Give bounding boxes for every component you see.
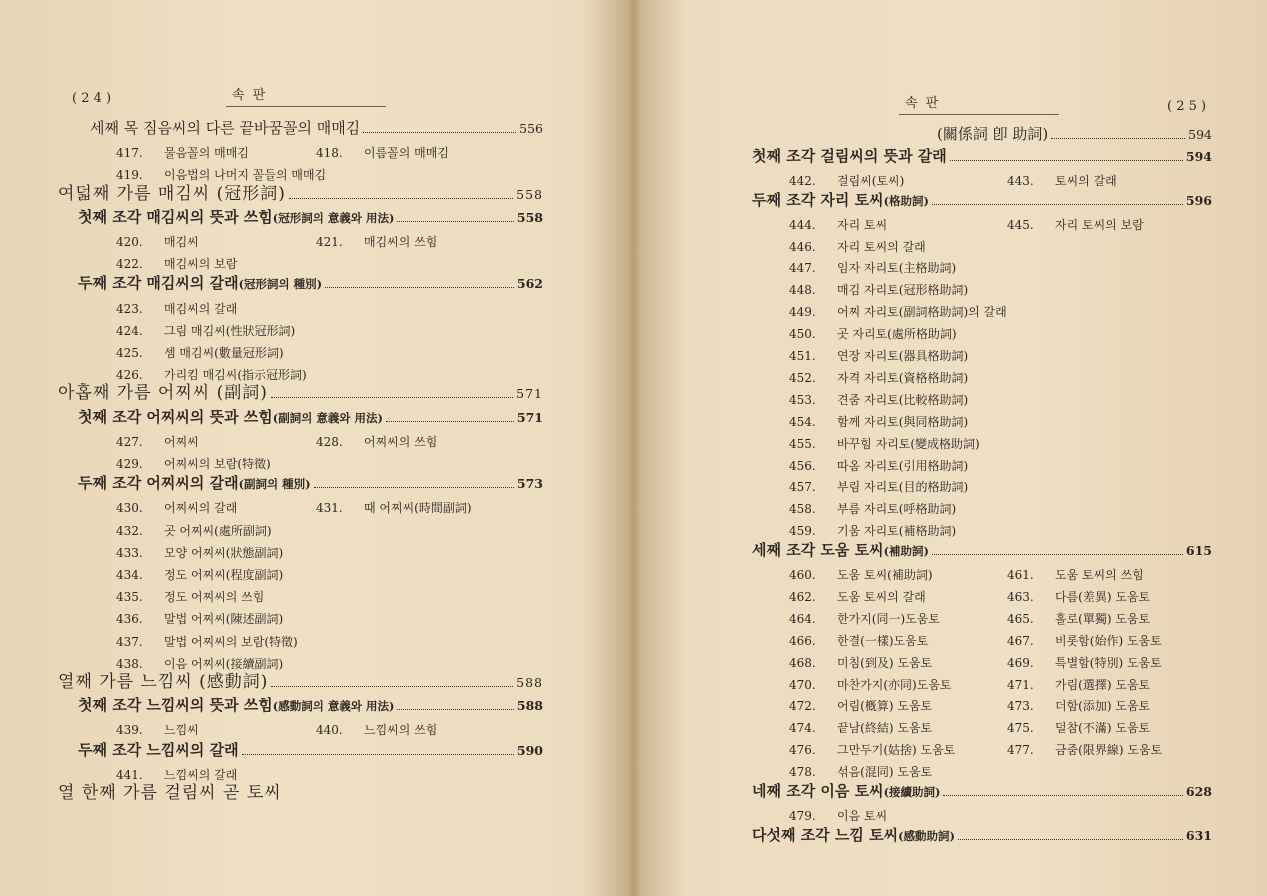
heading-label: 네째 조각 이음 토씨 <box>752 782 884 800</box>
leader-dots <box>958 839 1183 840</box>
item-title: 금줌(限界線) 도움토 <box>1055 743 1163 758</box>
toc-item[interactable] <box>116 721 199 738</box>
section-heading[interactable] <box>78 698 543 714</box>
item-number: 429. <box>116 457 143 471</box>
toc-item[interactable] <box>116 544 283 561</box>
toc-item[interactable] <box>789 763 932 780</box>
heading-hanja: (接續助詞) <box>883 785 941 799</box>
heading-hanja: (副詞의 意義와 用法) <box>272 410 383 425</box>
toc-item[interactable] <box>316 433 437 450</box>
item-title: 때 어찌씨(時間副詞) <box>364 501 472 516</box>
toc-item[interactable] <box>789 369 968 386</box>
toc-item[interactable] <box>1007 719 1150 736</box>
item-title: 말법 어찌씨(陳述副詞) <box>164 612 284 627</box>
toc-item[interactable] <box>789 610 940 627</box>
item-number: 456. <box>789 458 816 473</box>
heading-label: 두째 조각 자리 토씨 <box>752 190 884 209</box>
item-number: 431. <box>316 501 343 516</box>
item-number: 466. <box>789 633 816 648</box>
heading-label: 여덟째 가름 매김씨 (冠形詞) <box>58 183 286 204</box>
item-number: 452. <box>789 370 816 385</box>
item-title: 한결(一樣)도움토 <box>837 633 929 648</box>
item-number: 430. <box>116 501 143 516</box>
item-title: 매김씨 <box>164 235 199 249</box>
item-number: 447. <box>789 261 816 276</box>
item-number: 446. <box>789 239 816 254</box>
item-number: 467. <box>1007 633 1034 648</box>
toc-item[interactable] <box>116 633 298 650</box>
item-title: 덜참(不滿) 도움토 <box>1055 721 1151 736</box>
item-title: 가림(選擇) 도움토 <box>1055 677 1151 692</box>
leader-dots <box>932 204 1183 205</box>
toc-item[interactable] <box>116 366 307 383</box>
item-title: 부림 자리토(目的格助詞) <box>837 480 969 495</box>
item-title: 느낌씨 <box>164 723 199 738</box>
toc-item[interactable] <box>789 719 932 736</box>
item-number: 468. <box>789 655 816 670</box>
item-title: 견줌 자리토(比較格助詞) <box>837 392 969 407</box>
page-ref: 556 <box>519 121 543 136</box>
item-title: 함께 자리토(與同格助詞) <box>837 414 969 429</box>
item-title: 곳 자리토(處所格助詞) <box>837 327 957 342</box>
toc-item[interactable] <box>116 499 237 516</box>
item-number: 475. <box>1007 721 1034 736</box>
toc-item[interactable] <box>789 807 887 824</box>
leader-dots <box>271 686 513 687</box>
toc-item[interactable] <box>789 676 952 693</box>
toc-item[interactable] <box>789 588 926 605</box>
item-title: 매김씨의 갈래 <box>164 301 238 316</box>
heading-label: 두째 조각 어찌씨의 갈래 <box>78 474 239 493</box>
section-heading[interactable] <box>90 121 543 137</box>
leader-dots <box>363 132 516 133</box>
section-heading[interactable] <box>937 127 1212 143</box>
item-number: 471. <box>1007 677 1034 692</box>
heading-label: 열째 가름 느낌씨 (感動詞) <box>58 672 269 692</box>
item-number: 437. <box>116 634 143 649</box>
item-number: 433. <box>116 545 143 560</box>
heading-label: 첫째 조각 매김씨의 뜻과 쓰힘 <box>78 207 273 226</box>
page-ref: 571 <box>516 409 543 425</box>
item-title: 정도 어찌씨(程度副詞) <box>164 568 284 582</box>
toc-item[interactable] <box>116 588 264 605</box>
part-heading[interactable] <box>58 183 543 204</box>
heading-hanja: (感動助詞) <box>898 828 955 843</box>
item-number: 474. <box>789 721 816 736</box>
item-title: 섞음(混同) 도움토 <box>837 765 933 780</box>
item-title: 끝남(終結) 도움토 <box>837 721 933 736</box>
item-title: 말법 어찌씨의 보람(特徵) <box>164 634 298 649</box>
toc-item[interactable] <box>789 457 968 474</box>
item-title: 물음꼴의 매매김 <box>164 146 249 161</box>
right-page <box>637 0 1267 896</box>
item-number: 441. <box>116 767 143 782</box>
item-number: 454. <box>789 414 816 429</box>
item-title: 자리 토씨의 갈래 <box>837 239 926 254</box>
item-number: 435. <box>116 590 143 605</box>
item-title: 느낌씨의 갈래 <box>164 767 238 782</box>
part-heading[interactable] <box>58 385 543 402</box>
toc-item[interactable] <box>316 721 437 738</box>
toc-item[interactable] <box>116 233 199 250</box>
toc-item[interactable] <box>1007 676 1150 693</box>
toc-item[interactable] <box>116 455 271 472</box>
item-title: 곳 어찌씨(處所副詞) <box>164 523 272 538</box>
item-number: 440. <box>316 723 343 738</box>
item-title: 다름(差異) 도움토 <box>1055 589 1151 604</box>
leader-dots <box>289 198 513 199</box>
toc-item[interactable] <box>316 499 472 516</box>
heading-hanja: (感動詞의 意義와 用法) <box>272 699 395 714</box>
page-ref: 558 <box>516 186 543 202</box>
toc-item[interactable] <box>789 632 928 649</box>
item-title: 어림(槪算) 도움토 <box>837 699 933 714</box>
item-number: 426. <box>116 368 143 383</box>
item-title: 어찌씨 <box>164 434 199 449</box>
item-number: 449. <box>789 305 816 320</box>
item-title: 매김씨의 쓰힘 <box>364 235 438 249</box>
section-heading[interactable] <box>78 276 543 292</box>
item-number: 458. <box>789 502 816 517</box>
page-ref: 588 <box>516 698 543 714</box>
toc-item[interactable] <box>789 435 980 452</box>
toc-item[interactable] <box>1007 610 1150 627</box>
item-number: 443. <box>1007 173 1034 188</box>
toc-item[interactable] <box>116 322 295 339</box>
toc-item[interactable] <box>789 216 887 233</box>
heading-label: 두째 조각 느낌씨의 갈래 <box>78 740 239 759</box>
item-number: 477. <box>1007 743 1034 758</box>
item-number: 428. <box>316 434 343 449</box>
item-number: 432. <box>116 523 143 538</box>
toc-item[interactable] <box>789 741 955 758</box>
toc-item[interactable] <box>789 697 932 714</box>
item-number: 425. <box>116 346 143 360</box>
toc-item[interactable] <box>116 300 237 317</box>
left-page <box>0 0 630 896</box>
section-heading[interactable] <box>752 784 1212 800</box>
item-number: 448. <box>789 283 816 298</box>
heading-label: 첫째 조각 걸림씨의 뜻과 갈래 <box>752 146 947 165</box>
toc-item[interactable] <box>116 610 283 627</box>
item-number: 464. <box>789 611 816 626</box>
item-number: 445. <box>1007 217 1034 232</box>
item-number: 427. <box>116 434 143 449</box>
item-number: 460. <box>789 568 816 582</box>
header-rule <box>226 106 386 107</box>
leader-dots <box>950 160 1183 161</box>
leader-dots <box>314 487 514 488</box>
toc-item[interactable] <box>116 566 283 583</box>
section-heading[interactable] <box>78 740 543 759</box>
item-number: 478. <box>789 765 816 780</box>
page-ref: 596 <box>1185 192 1212 208</box>
heading-label: 세째 목 짐음씨의 다른 끝바꿈꼴의 매매김 <box>90 119 361 137</box>
item-title: 이음 어찌씨(接續副詞) <box>164 656 284 671</box>
item-number: 455. <box>789 436 816 451</box>
toc-item[interactable] <box>1007 172 1117 189</box>
page-ref: 562 <box>516 276 543 292</box>
item-number: 479. <box>789 808 816 823</box>
toc-item[interactable] <box>116 166 326 183</box>
toc-item[interactable] <box>789 500 956 517</box>
page-ref: 594 <box>1185 148 1212 164</box>
toc-item[interactable] <box>789 566 933 583</box>
page-number: ( 2 5 ) <box>1167 99 1207 114</box>
toc-item[interactable] <box>1007 566 1144 583</box>
toc-item[interactable] <box>116 433 199 450</box>
item-title: 어찌씨의 갈래 <box>164 501 238 516</box>
page-ref: 558 <box>516 209 543 225</box>
toc-item[interactable] <box>789 281 968 298</box>
toc-item[interactable] <box>789 413 968 430</box>
item-title: 더함(添加) 도움토 <box>1055 699 1151 714</box>
page-number: ( 2 4 ) <box>72 91 112 106</box>
item-title: 자리 토씨 <box>837 217 888 232</box>
leader-dots <box>242 754 514 755</box>
toc-item[interactable] <box>789 325 957 342</box>
section-heading[interactable] <box>78 407 543 426</box>
page-ref: 615 <box>1185 543 1212 559</box>
item-title: 그림 매김씨(性狀冠形詞) <box>164 323 296 338</box>
leader-dots <box>271 397 513 398</box>
page-ref: 628 <box>1185 784 1212 799</box>
item-number: 419. <box>116 168 143 183</box>
toc-item[interactable] <box>316 233 437 250</box>
toc-item[interactable] <box>116 255 237 272</box>
section-heading[interactable] <box>752 825 1212 844</box>
toc-item[interactable] <box>789 172 904 189</box>
page-ref: 631 <box>1185 827 1212 843</box>
item-number: 424. <box>116 323 143 338</box>
running-title: 속 판 <box>905 96 941 111</box>
toc-item[interactable] <box>789 238 926 255</box>
leader-dots <box>1051 138 1185 139</box>
toc-item[interactable] <box>789 522 956 539</box>
heading-label: 세째 조각 도움 토씨 <box>752 541 884 560</box>
item-title: 미침(到及) 도움토 <box>837 655 933 670</box>
item-title: 기움 자리토(補格助詞) <box>837 524 957 539</box>
section-heading[interactable] <box>78 476 543 492</box>
item-number: 461. <box>1007 568 1034 582</box>
item-title: 연장 자리토(器具格助詞) <box>837 349 969 363</box>
item-number: 421. <box>316 235 343 249</box>
item-number: 465. <box>1007 611 1034 626</box>
toc-item[interactable] <box>1007 654 1162 671</box>
item-number: 444. <box>789 217 816 232</box>
item-title: 느낌씨의 쓰힘 <box>364 723 438 738</box>
item-number: 434. <box>116 568 143 582</box>
heading-label: 아홉째 가름 어찌씨 (副詞) <box>58 383 268 404</box>
item-title: 어찌 자리토(副詞格助詞)의 갈래 <box>837 305 1007 320</box>
item-number: 459. <box>789 524 816 539</box>
heading-hanja: (副詞의 種別) <box>238 477 311 492</box>
heading-label: 두째 조각 매김씨의 갈래 <box>78 274 239 293</box>
item-title: 바꾸힘 자리토(變成格助詞) <box>837 436 980 451</box>
section-heading[interactable] <box>78 207 543 226</box>
section-heading[interactable] <box>752 543 1212 559</box>
toc-item[interactable] <box>1007 697 1150 714</box>
item-title: 자격 자리토(資格格助詞) <box>837 370 969 385</box>
item-number: 450. <box>789 327 816 342</box>
item-title: 어찌씨의 보람(特徵) <box>164 457 271 471</box>
item-number: 439. <box>116 723 143 738</box>
item-number: 476. <box>789 743 816 758</box>
page-ref: 590 <box>516 742 543 758</box>
toc-item[interactable] <box>116 144 249 161</box>
item-number: 422. <box>116 257 143 272</box>
item-title: 홀로(單獨) 도움토 <box>1055 611 1151 626</box>
item-title: 정도 어찌씨의 쓰힘 <box>164 590 265 605</box>
item-number: 438. <box>116 656 143 671</box>
item-title: 도움 토씨(補助詞) <box>837 568 933 582</box>
item-title: 도움 토씨의 쓰힘 <box>1055 568 1144 582</box>
page-ref: 573 <box>516 476 543 492</box>
heading-label: 첫째 조각 느낌씨의 뜻과 쓰힘 <box>78 696 273 715</box>
toc-item[interactable] <box>116 344 284 361</box>
leader-dots <box>943 795 1182 796</box>
toc-item[interactable] <box>1007 632 1162 649</box>
part-heading[interactable] <box>58 674 543 691</box>
toc-item[interactable] <box>789 391 968 408</box>
leader-dots <box>397 221 514 222</box>
heading-hanja: (補助詞) <box>883 544 929 559</box>
item-title: 그만두기(姑捨) 도움토 <box>837 743 956 758</box>
item-number: 436. <box>116 612 143 627</box>
page-ref: 594 <box>1188 127 1212 142</box>
page-ref: 571 <box>516 386 543 402</box>
item-title: 매김씨의 보람 <box>164 257 238 272</box>
toc-item[interactable] <box>1007 588 1150 605</box>
item-title: 걸림씨(토씨) <box>837 173 905 188</box>
header-rule <box>899 114 1059 115</box>
item-title: 셈 매김씨(數量冠形詞) <box>164 346 284 360</box>
item-title: 어찌씨의 쓰힘 <box>364 434 438 449</box>
item-title: 토씨의 갈래 <box>1055 173 1117 188</box>
toc-item[interactable] <box>1007 216 1144 233</box>
item-number: 420. <box>116 235 143 249</box>
part-heading[interactable] <box>58 785 543 802</box>
toc-item[interactable] <box>116 766 237 783</box>
heading-label: 열 한째 가름 걸림씨 곧 토씨 <box>58 783 282 803</box>
heading-label: (關係詞 卽 助詞) <box>937 125 1049 143</box>
item-title: 마찬가지(亦同)도움토 <box>837 677 952 692</box>
section-heading[interactable] <box>752 190 1212 209</box>
toc-item[interactable] <box>316 144 449 161</box>
item-number: 457. <box>789 480 816 495</box>
item-number: 472. <box>789 699 816 714</box>
item-title: 이음 토씨 <box>837 808 888 823</box>
item-number: 473. <box>1007 699 1034 714</box>
item-title: 이름꼴의 매매김 <box>364 146 449 161</box>
item-number: 423. <box>116 301 143 316</box>
item-number: 462. <box>789 589 816 604</box>
toc-item[interactable] <box>789 347 968 364</box>
leader-dots <box>932 554 1183 555</box>
toc-item[interactable] <box>789 478 968 495</box>
toc-item[interactable] <box>116 522 272 539</box>
item-number: 463. <box>1007 589 1034 604</box>
item-title: 가리킴 매김씨(指示冠形詞) <box>164 368 307 383</box>
item-title: 부름 자리토(呼格助詞) <box>837 502 957 517</box>
heading-hanja: (格助詞) <box>883 193 929 208</box>
item-title: 한가지(同一)도움토 <box>837 611 940 626</box>
item-title: 자리 토씨의 보람 <box>1055 217 1144 232</box>
leader-dots <box>397 709 514 710</box>
running-title: 속 판 <box>232 88 268 103</box>
item-number: 417. <box>116 146 143 161</box>
item-title: 매김 자리토(冠形格助詞) <box>837 283 969 298</box>
toc-item[interactable] <box>789 654 932 671</box>
item-number: 442. <box>789 173 816 188</box>
item-number: 470. <box>789 677 816 692</box>
heading-label: 다섯째 조각 느낌 토씨 <box>752 825 899 844</box>
item-title: 특별함(特別) 도움토 <box>1055 655 1162 670</box>
toc-item[interactable] <box>789 303 1007 320</box>
heading-hanja: (冠形詞의 意義와 用法) <box>272 210 395 225</box>
toc-item[interactable] <box>789 259 956 276</box>
toc-item[interactable] <box>1007 741 1162 758</box>
toc-item[interactable] <box>116 655 283 672</box>
page-ref: 588 <box>516 675 543 690</box>
item-title: 모양 어찌씨(狀態副詞) <box>164 545 284 560</box>
item-number: 451. <box>789 349 816 363</box>
leader-dots <box>325 287 514 288</box>
heading-hanja: (冠形詞의 種別) <box>238 277 323 292</box>
section-heading[interactable] <box>752 146 1212 165</box>
heading-label: 첫째 조각 어찌씨의 뜻과 쓰힘 <box>78 407 273 426</box>
item-number: 418. <box>316 146 343 161</box>
leader-dots <box>386 421 514 422</box>
item-title: 따옴 자리토(引用格助詞) <box>837 458 969 473</box>
item-title: 도움 토씨의 갈래 <box>837 589 926 604</box>
item-title: 비롯함(始作) 도움토 <box>1055 633 1162 648</box>
item-title: 임자 자리토(主格助詞) <box>837 261 957 276</box>
item-number: 469. <box>1007 655 1034 670</box>
item-title: 이음법의 나머지 꼴들의 매매김 <box>164 168 327 183</box>
item-number: 453. <box>789 392 816 407</box>
